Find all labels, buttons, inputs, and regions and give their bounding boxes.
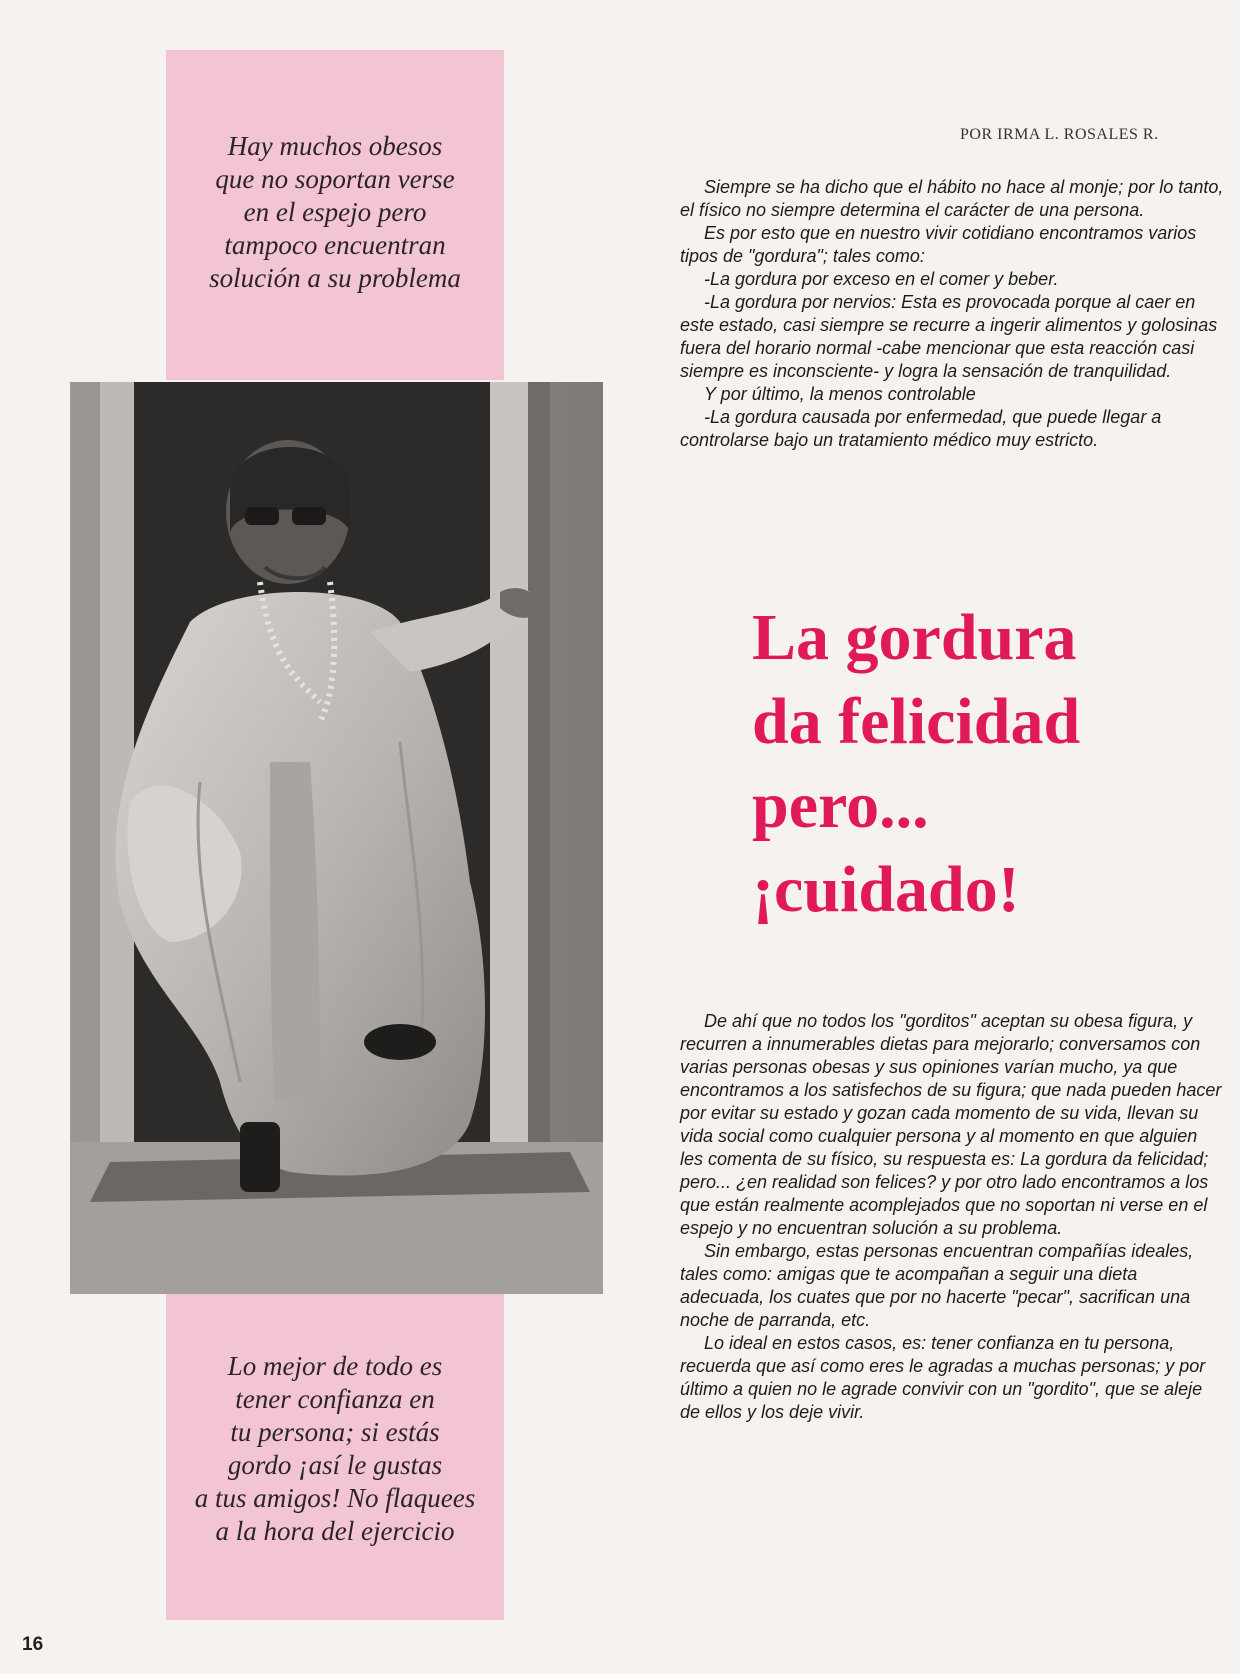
page-number: 16 — [22, 1634, 44, 1655]
pull-quote-line: a la hora del ejercicio — [215, 1516, 455, 1546]
pull-quote-line: a tus amigos! No flaquees — [194, 1483, 476, 1513]
pull-quote-line: en el espejo pero — [243, 197, 427, 227]
paragraph: Y por último, la menos controlable — [704, 384, 976, 404]
pull-quote-line: gordo ¡así le gustas — [227, 1450, 443, 1480]
paragraph: -La gordura por exceso en el comer y beber. — [704, 269, 1059, 289]
headline-line: pero... — [752, 769, 929, 842]
article-photo — [70, 382, 603, 1294]
headline — [752, 596, 1222, 932]
pull-quote-line: tu persona; si estás — [230, 1417, 440, 1447]
pull-quote-bottom — [166, 1350, 504, 1548]
headline-line: ¡cuidado! — [752, 853, 1020, 926]
pull-quote-line: Lo mejor de todo es — [227, 1351, 443, 1381]
headline-line: La gordura — [752, 601, 1077, 674]
paragraph: De ahí que no todos los "gorditos" aceptan su obesa figura, y recurren a innumerables dietas para mejorarlo; conversamos con varias personas obesas y sus opiniones varían mucho, ya que encontramos a los satisfechos de su figura; que nada pueden hacer por evitar su estado y gozan cada momento de su vida, llevan su vida social como cualquier persona y al momento en que alguien les comenta de su físico, su respuesta es: La gordura da felicidad; pero... ¿en realidad son felices? y por otro lado encontramos a los que están realmente acomplejados que no soportan ni verse en el espejo y no encuentran solución a su problema. — [680, 1011, 1222, 1238]
pull-quote-top — [166, 130, 504, 295]
pull-quote-line: que no soportan verse — [215, 164, 455, 194]
paragraph: Lo ideal en estos casos, es: tener confianza en tu persona, recuerda que así como eres le agradas a muchas personas; y por último a quien no le agrade convivir con un "gordito", que se aleje de ellos y los deje vivir. — [680, 1333, 1206, 1422]
pull-quote-line: tener confianza en — [235, 1384, 435, 1414]
pull-quote-line: tampoco encuentran — [224, 230, 446, 260]
pull-quote-line: Hay muchos obesos — [227, 131, 443, 161]
paragraph: Sin embargo, estas personas encuentran compañías ideales, tales como: amigas que te acompañan a seguir una dieta adecuada, los cuates que por no hacerte "pecar", sacrifican una noche de parranda, etc. — [680, 1241, 1194, 1330]
paragraph: -La gordura por nervios: Esta es provocada porque al caer en este estado, casi siempre se recurre a ingerir alimentos y golosinas fuera del horario normal -cabe mencionar que esta reacción casi siempre es inconsciente- y logra la sensación de tranquilidad. — [680, 292, 1218, 381]
intro-text — [680, 176, 1225, 452]
photo-illustration — [70, 382, 603, 1294]
paragraph: -La gordura causada por enfermedad, que puede llegar a controlarse bajo un tratamiento médico muy estricto. — [680, 407, 1162, 450]
pull-quote-line: solución a su problema — [209, 263, 461, 293]
paragraph: Siempre se ha dicho que el hábito no hace al monje; por lo tanto, el físico no siempre determina el carácter de una persona. — [680, 177, 1224, 220]
byline: POR IRMA L. ROSALES R. — [960, 126, 1159, 143]
body-text — [680, 1010, 1225, 1424]
headline-line: da felicidad — [752, 685, 1081, 758]
paragraph: Es por esto que en nuestro vivir cotidiano encontramos varios tipos de "gordura"; tales como: — [680, 223, 1197, 266]
